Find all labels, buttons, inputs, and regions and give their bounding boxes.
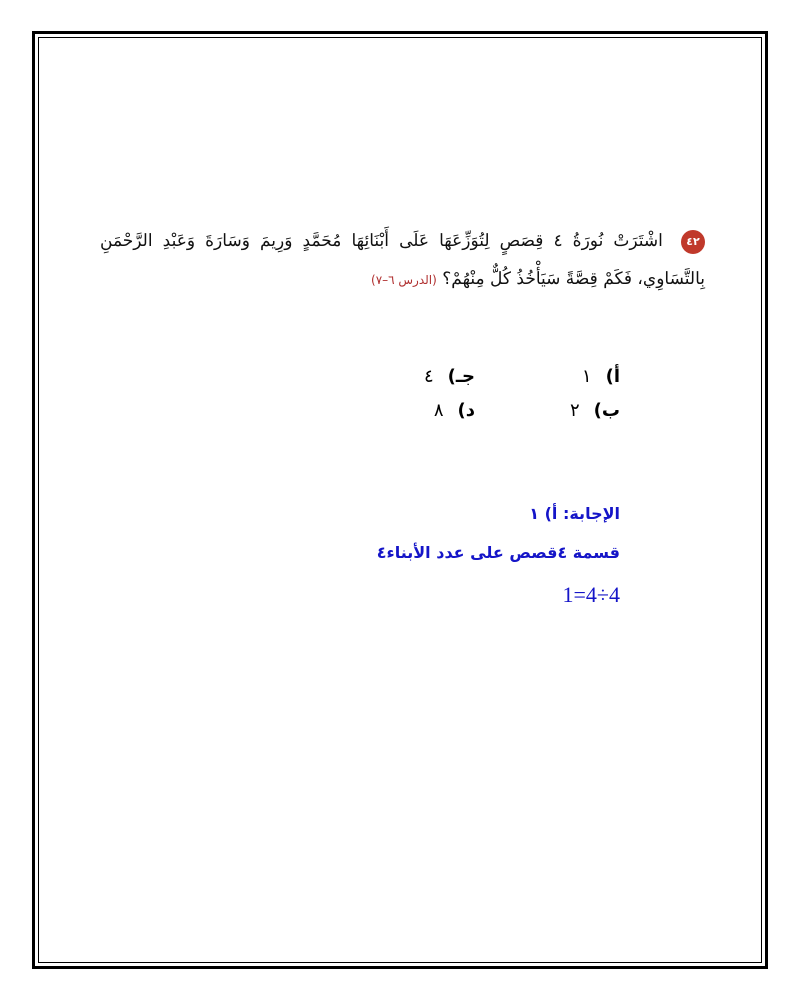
option-a-letter: أ) <box>605 366 620 387</box>
page-border-inner <box>38 37 762 963</box>
option-b[interactable] <box>510 400 620 421</box>
option-d-letter: د) <box>457 400 475 421</box>
option-d-value: ٨ <box>433 400 444 421</box>
question-number-badge: ٤٢ <box>681 230 705 254</box>
option-c[interactable] <box>365 366 475 387</box>
option-d[interactable] <box>365 400 475 421</box>
answer-explanation: قسمة ٤قصص على عدد الأبناء٤ <box>376 543 620 562</box>
option-c-letter: جـ) <box>447 366 475 387</box>
question-block <box>100 222 705 299</box>
page-border <box>32 31 768 969</box>
option-b-letter: ب) <box>593 400 620 421</box>
lesson-reference: (الدرس ٦–٧) <box>371 273 437 287</box>
option-a-value: ١ <box>581 366 592 387</box>
option-b-value: ٢ <box>570 400 580 421</box>
answer-equation: 1=4÷4 <box>562 582 620 607</box>
option-a[interactable] <box>510 366 620 387</box>
answer-label: الإجابة: أ) ١ <box>529 504 620 523</box>
question-text: اشْتَرَتْ نُورَةُ ٤ قِصَصٍ لِتُوَزِّعَهَا عَلَى أَبْنَائِهَا مُحَمَّدٍ وَرِيمَ وَسَارَةَ وَعَبْدِ الرَّحْمَنِ بِالتَّسَاوِي، فَكَمْ قِصَّةً سَيَأْخُذُ كُلٌّ مِنْهُمْ؟ <box>100 231 705 289</box>
option-c-value: ٤ <box>423 366 434 387</box>
